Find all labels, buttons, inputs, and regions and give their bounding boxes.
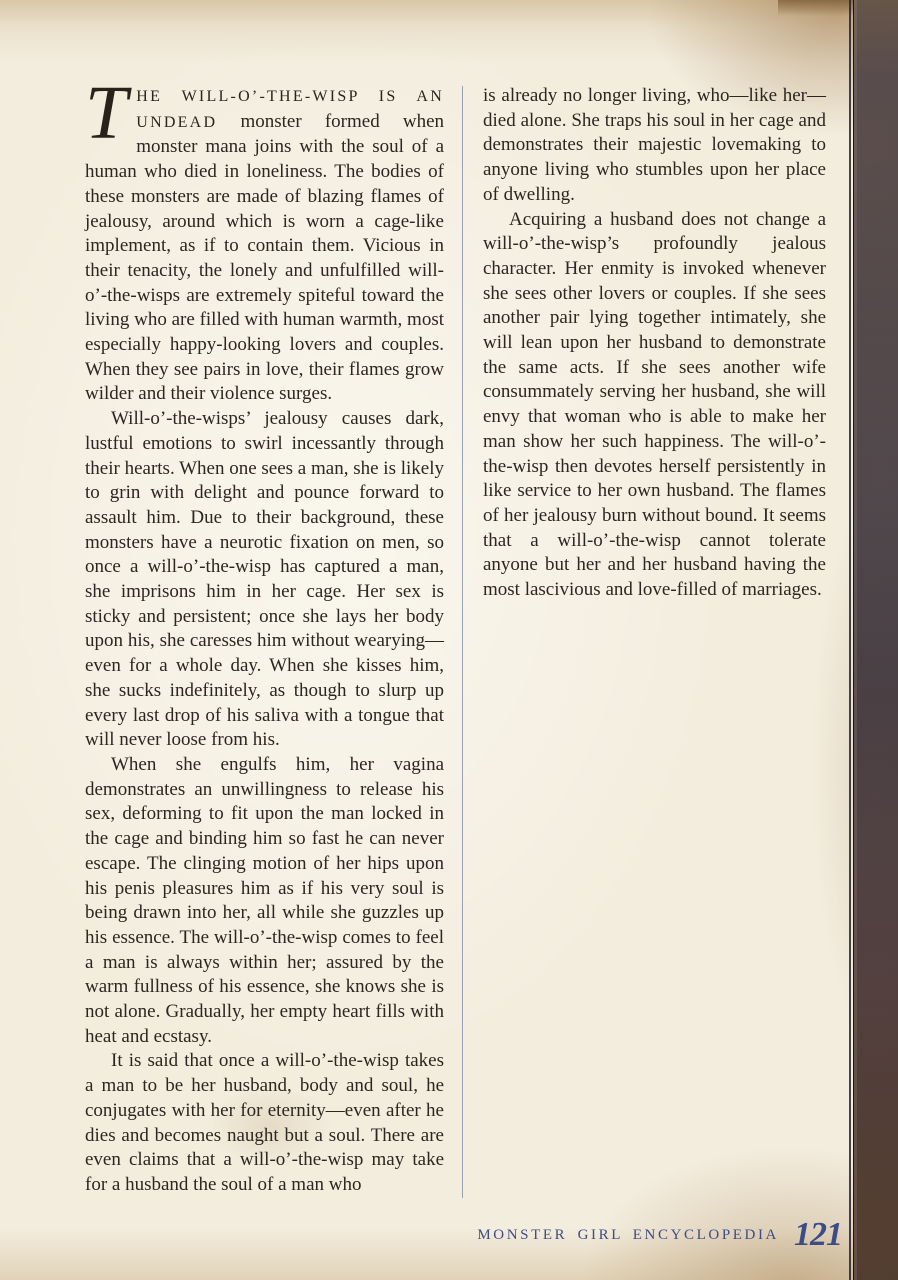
book-title: MONSTER GIRL ENCYCLOPEDIA — [477, 1227, 779, 1243]
paragraph-4: It is said that once a will-o’-the-wisp takes a man to be her husband, body and soul, he conjugates with her for eternity—even after he dies and becomes naught but a soul. There are even claims that a will-o’-the-wisp may take for a husband the soul of a man who — [85, 1050, 444, 1195]
right-column — [483, 84, 826, 603]
paragraph-1 — [85, 71, 445, 407]
left-column — [85, 71, 445, 1198]
opening-smallcaps: HE WILL-O’-THE-WISP IS AN UNDEAD — [136, 88, 444, 131]
column-divider — [462, 86, 463, 1198]
page-edge-dark-border — [853, 0, 898, 1280]
page-footer — [477, 1216, 842, 1254]
paragraph-2: Will-o’-the-wisps’ jealousy causes dark, lustful emotions to swirl incessantly through their hearts. When one sees a man, she is likely to grin with delight and pounce forward to assault him. Due to their background, these monsters have a neurotic fixation on men, so once a will-o’-the-wisp has captured a man, she imprisons him in her cage. Her sex is sticky and persistent; once she lays her body upon his, she caresses him without wearying—even for a whole day. When she kisses him, she sucks indefinitely, as though to slurp up every last drop of his saliva with a tongue that will never loose from his. — [85, 408, 444, 751]
page-edge-hairline — [849, 0, 851, 1280]
page-number: 121 — [794, 1216, 842, 1253]
paragraph-5: Acquiring a husband does not change a will-o’-the-wisp’s profoundly jealous character. Her enmity is invoked whenever she sees other lovers or couples. If she sees another pair lying together intimately, she will lean upon her husband to demonstrate the same acts. If she sees another wife consummately serving her husband, she will envy that woman who is able to make her man show her such happiness. The will-o’-the-wisp then devotes herself persistently in like service to her own husband. The flames of her jealousy burn without bound. It seems that a will-o’-the-wisp cannot tolerate anyone but her and her husband having the most lascivious and love-filled of marriages. — [483, 208, 826, 601]
paragraph-1-text: monster formed when monster mana joins with the soul of a human who died in loneliness. The bodies of these monsters are made of blazing flames of jealousy, around which is worn a cage-like implement, as if to contain them. Vicious in their tenacity, the lonely and unfulfilled will-o’-the-wisps are extremely spiteful toward the living who are filled with human warmth, most especially happy-looking lovers and couples. When they see pairs in love, their flames grow wilder and their violence surges. — [85, 110, 445, 405]
paragraph-3: When she engulfs him, her vagina demonstrates an unwillingness to release his sex, deforming to fit upon the man locked in the cage and binding him so fast he can never escape. The clinging motion of her hips upon his penis pleasures him as if his very soul is being drawn into her, all while she guzzles up his essence. The will-o’-the-wisp comes to feel a man is always within her; assured by the warm fullness of his essence, she knows she is not alone. Gradually, her empty heart fills with heat and ecstasy. — [85, 753, 444, 1047]
paragraph-4-continued: is already no longer living, who—like her—died alone. She traps his soul in her cage and demonstrates their majestic lovemaking to anyone living who stumbles upon her place of dwelling. — [483, 85, 826, 205]
dropcap-letter: T — [85, 71, 128, 155]
